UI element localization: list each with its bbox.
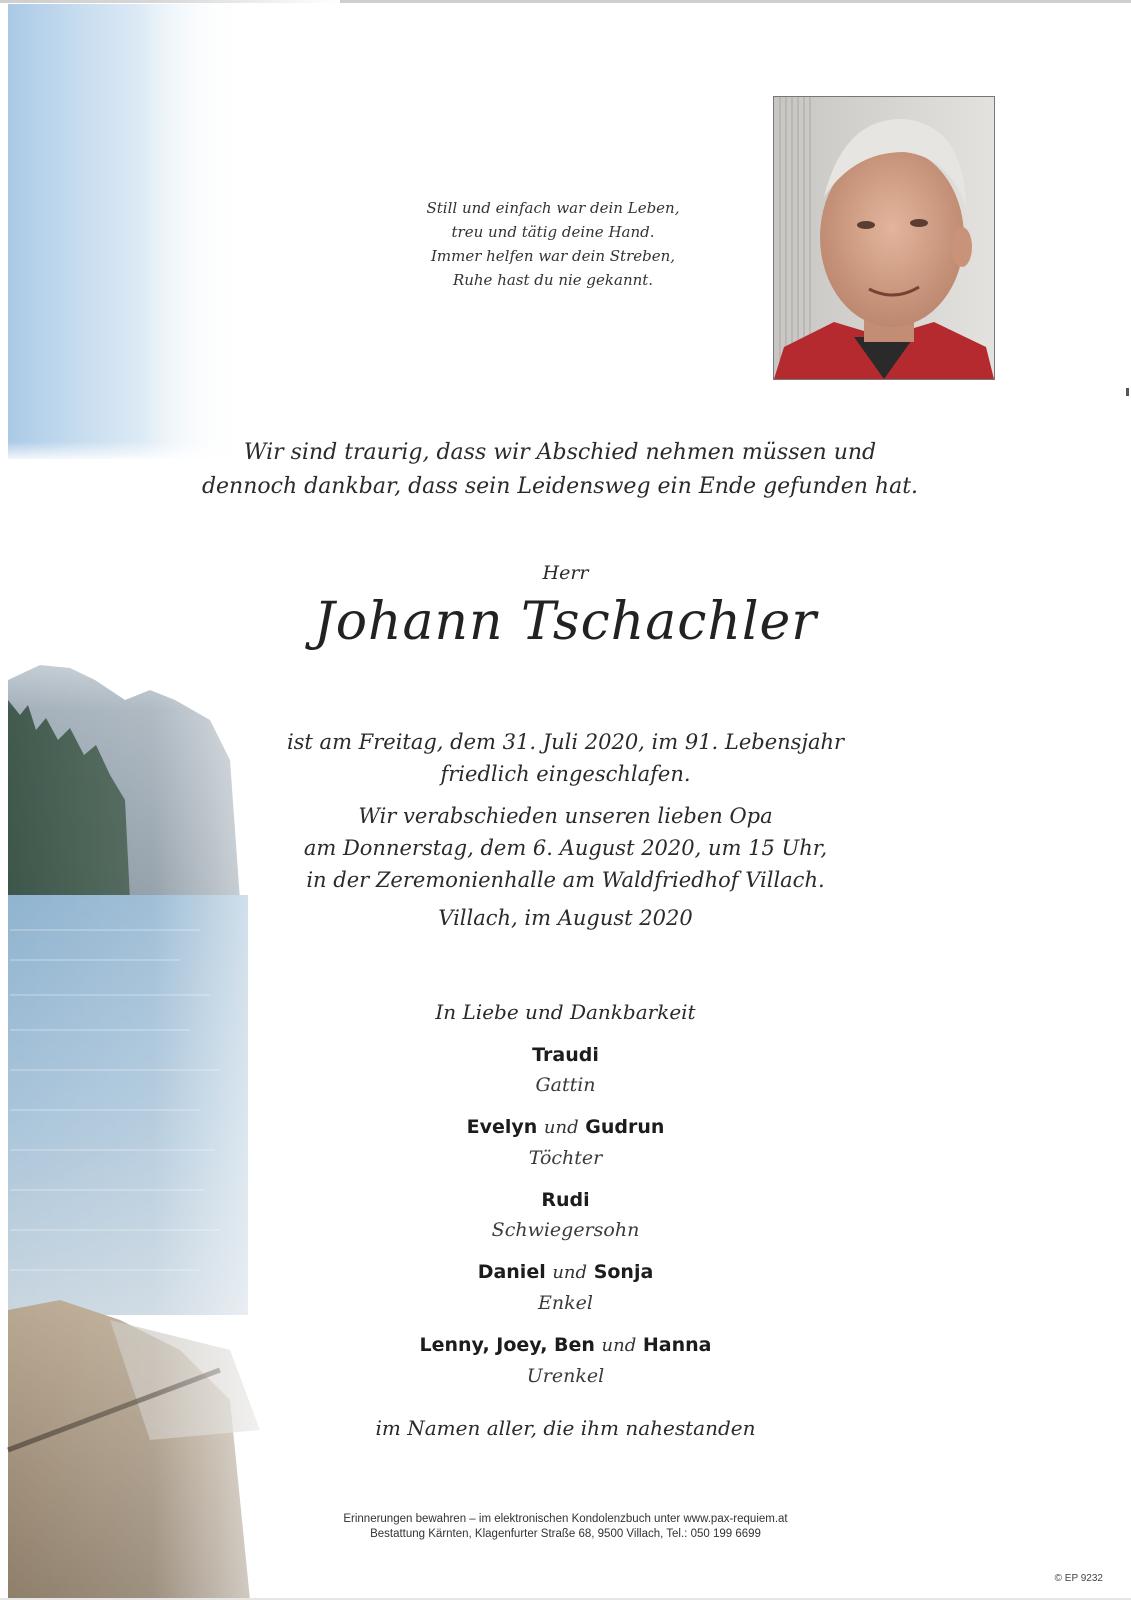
mourner-name: Rudi xyxy=(541,1189,590,1211)
mourner-role: Schwiegersohn xyxy=(491,1219,640,1241)
mourner-role: Urenkel xyxy=(526,1365,605,1387)
obituary-details xyxy=(0,726,1131,896)
conjunction: und xyxy=(601,1335,637,1356)
mourner-name: Lenny, Joey, Ben xyxy=(419,1334,595,1356)
mourner-name: Traudi xyxy=(532,1044,599,1066)
conjunction: und xyxy=(543,1117,579,1138)
poem-line: Immer helfen war dein Streben, xyxy=(430,247,676,265)
deceased-name: Johann Tschachler xyxy=(313,592,818,652)
mourner-role: Töchter xyxy=(528,1147,603,1169)
reference-code: © EP 9232 xyxy=(1054,1573,1103,1584)
footer-line: Erinnerungen bewahren – im elektronischen Kondolenzbuch unter www.pax-requiem.at xyxy=(343,1513,788,1525)
mourner-group xyxy=(0,1112,1131,1173)
farewell-line: in der Zeremonienhalle am Waldfriedhof Villach. xyxy=(306,868,825,892)
mourner-name: Hanna xyxy=(642,1334,712,1356)
mourner-name: Sonja xyxy=(593,1261,654,1283)
closing-line: im Namen aller, die ihm nahestanden xyxy=(375,1416,756,1440)
mourner-name: Gudrun xyxy=(585,1116,665,1138)
intro-line: Wir sind traurig, dass wir Abschied nehmen müssen und xyxy=(243,440,877,465)
mourner-name: Daniel xyxy=(477,1261,546,1283)
conjunction: und xyxy=(552,1262,588,1283)
portrait-photo xyxy=(773,96,995,380)
mourners-list xyxy=(0,1040,1131,1403)
mourner-group xyxy=(0,1185,1131,1245)
scan-mark xyxy=(1126,388,1129,396)
intro-line: dennoch dankbar, dass sein Leidensweg ein Ende gefunden hat. xyxy=(201,474,919,499)
mourner-group xyxy=(0,1040,1131,1100)
farewell-line: Wir verabschieden unseren lieben Opa xyxy=(358,804,773,828)
footer xyxy=(0,1512,1131,1542)
poem-line: Still und einfach war dein Leben, xyxy=(426,199,680,217)
passing-line: ist am Freitag, dem 31. Juli 2020, im 91. Lebensjahr xyxy=(286,730,845,754)
mourner-group xyxy=(0,1257,1131,1318)
mourner-group xyxy=(0,1330,1131,1391)
footer-line: Bestattung Kärnten, Klagenfurter Straße 68, 9500 Villach, Tel.: 050 199 6699 xyxy=(370,1528,761,1540)
mourner-role: Gattin xyxy=(535,1074,596,1096)
intro-text xyxy=(160,436,960,504)
mourners-heading: In Liebe und Dankbarkeit xyxy=(435,1000,696,1024)
passing-line: friedlich eingeschlafen. xyxy=(440,762,691,786)
farewell-line: am Donnerstag, dem 6. August 2020, um 15 Uhr, xyxy=(303,836,828,860)
mourner-role: Enkel xyxy=(538,1292,593,1314)
poem xyxy=(358,196,748,292)
mourner-name: Evelyn xyxy=(466,1116,538,1138)
salutation: Herr xyxy=(542,562,589,584)
poem-line: treu und tätig deine Hand. xyxy=(451,223,655,241)
place-date: Villach, im August 2020 xyxy=(438,906,693,930)
poem-line: Ruhe hast du nie gekannt. xyxy=(452,271,654,289)
